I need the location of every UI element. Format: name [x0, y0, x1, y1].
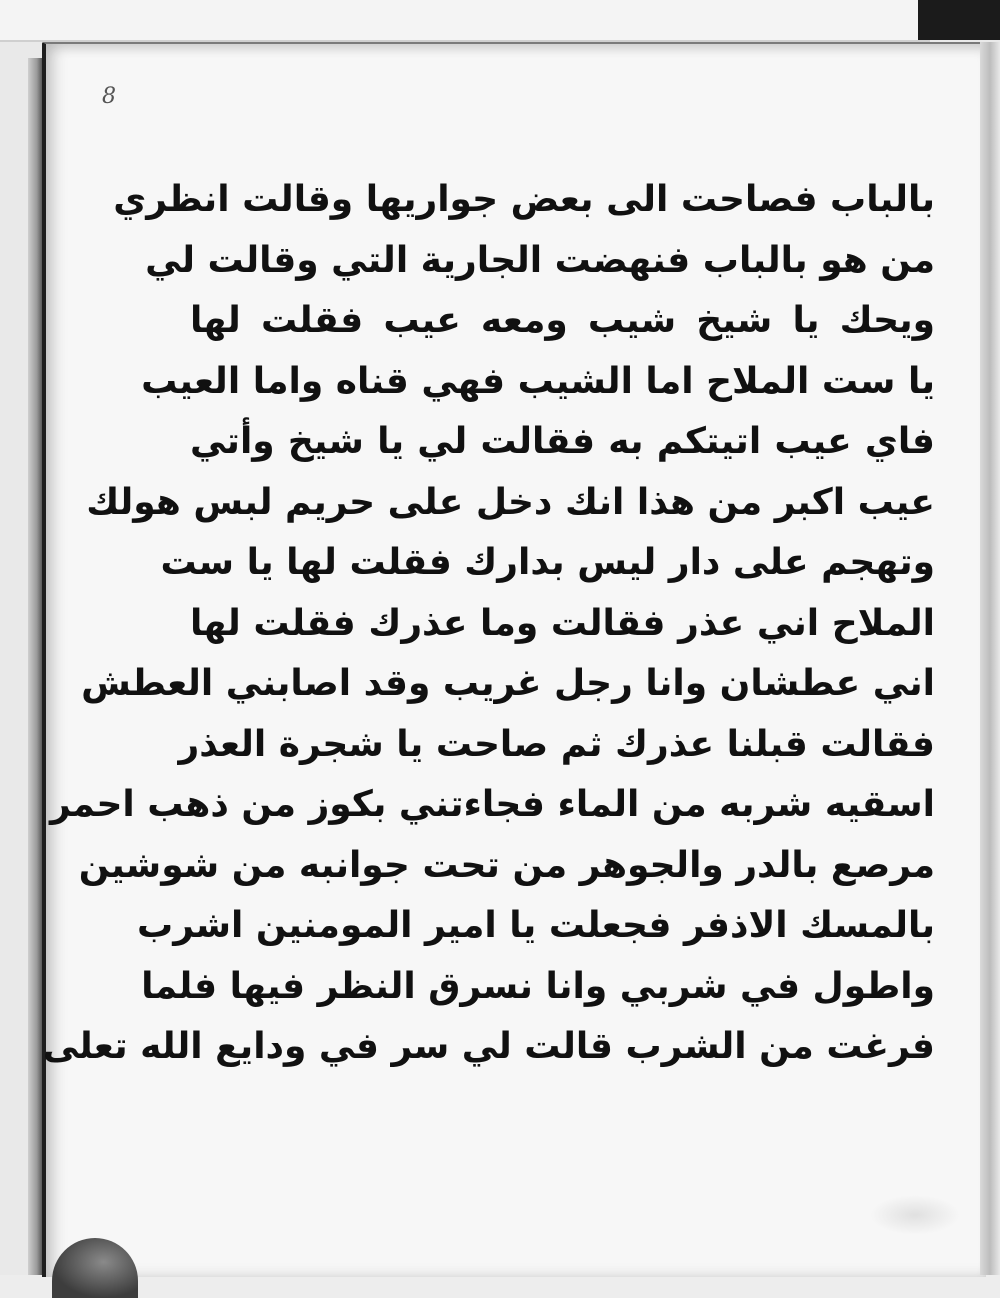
scanner-border: [918, 0, 1000, 40]
text-line: واطول في شربي وانا نسرق النظر فيها فلما: [141, 965, 935, 1007]
page-smudge: [870, 1195, 960, 1235]
text-line: وتهجم على دار ليس بدارك فقلت لها يا ست: [160, 542, 935, 583]
text-line: عيب اكبر من هذا انك دخل على حريم لبس هولك: [86, 481, 935, 523]
page-fore-edge: [980, 42, 1000, 1275]
text-line: بالباب فصاحت الى بعض جواريها وقالت انظري: [113, 179, 935, 220]
previous-leaf-edge: [0, 0, 930, 42]
text-line: من هو بالباب فنهضت الجارية التي وقالت لي: [145, 239, 935, 281]
text-line: الملاح اني عذر فقالت وما عذرك فقلت لها: [190, 602, 935, 644]
text-line: بالمسك الاذفر فجعلت يا امير المومنين اشرب: [137, 905, 935, 946]
text-line: يا ست الملاح اما الشيب فهي قناه واما العيب: [141, 360, 935, 402]
text-line: ويحك يا شيخ شيب ومعه عيب فقلت لها: [190, 300, 935, 341]
arabic-text-block: [42, 170, 935, 1130]
folio-number: 8: [102, 84, 116, 109]
text-line: اسقيه شربه من الماء فجاءتني بكوز من ذهب احمر: [49, 784, 935, 825]
text-line: اني عطشان وانا رجل غريب وقد اصابني العطش: [81, 663, 935, 704]
text-line: فاي عيب اتيتكم به فقالت لي يا شيخ وأتي: [190, 421, 935, 462]
text-line: مرصع بالدر والجوهر من تحت جوانبه من شوشين: [78, 844, 935, 886]
text-line: فقالت قبلنا عذرك ثم صاحت يا شجرة العذر: [178, 723, 935, 765]
text-line: فرغت من الشرب قالت لي سر في ودايع الله تعلى: [42, 1026, 935, 1067]
